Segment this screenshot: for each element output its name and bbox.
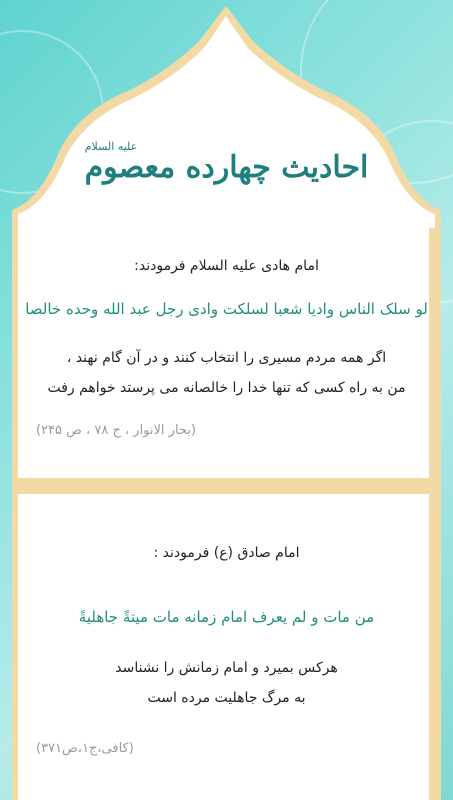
hadith-2-source: (کافی،ج۱،ص۳۷۱) bbox=[36, 741, 134, 756]
hadith-1-translation-line-1: اگر همه مردم مسیری را انتخاب کنند و در آن گام نهند ، bbox=[66, 350, 387, 366]
hadith-2-translation-line-1: هرکس بمیرد و امام زمانش را نشناسد bbox=[115, 660, 338, 676]
hadith-1-translation-line-2: من به راه کسی که تنها خدا را خالصانه می پرستد خواهم رفت bbox=[47, 380, 406, 396]
page-title: احادیث چهارده معصوم bbox=[84, 150, 369, 185]
hadith-2-speaker: امام صادق (ع) فرمودند : bbox=[153, 545, 300, 561]
hadith-1-arabic-text: لو سلک الناس وادیا شعبا لسلکت وادی رجل عبد الله وحده خالصا bbox=[25, 300, 428, 318]
hadith-1-source: (بحار الانوار ، ج ۷۸ ، ص ۲۴۵) bbox=[36, 423, 196, 438]
hadith-1-speaker: امام هادی علیه السلام فرمودند: bbox=[134, 258, 319, 274]
hadith-2-translation-line-2: به مرگ جاهلیت مرده است bbox=[147, 690, 306, 706]
title-honorific: علیه السلام bbox=[84, 140, 138, 153]
section-divider bbox=[12, 478, 435, 488]
hadith-2-arabic-text: من مات و لم یعرف امام زمانه مات میتةً جاهلیةً bbox=[78, 608, 375, 626]
